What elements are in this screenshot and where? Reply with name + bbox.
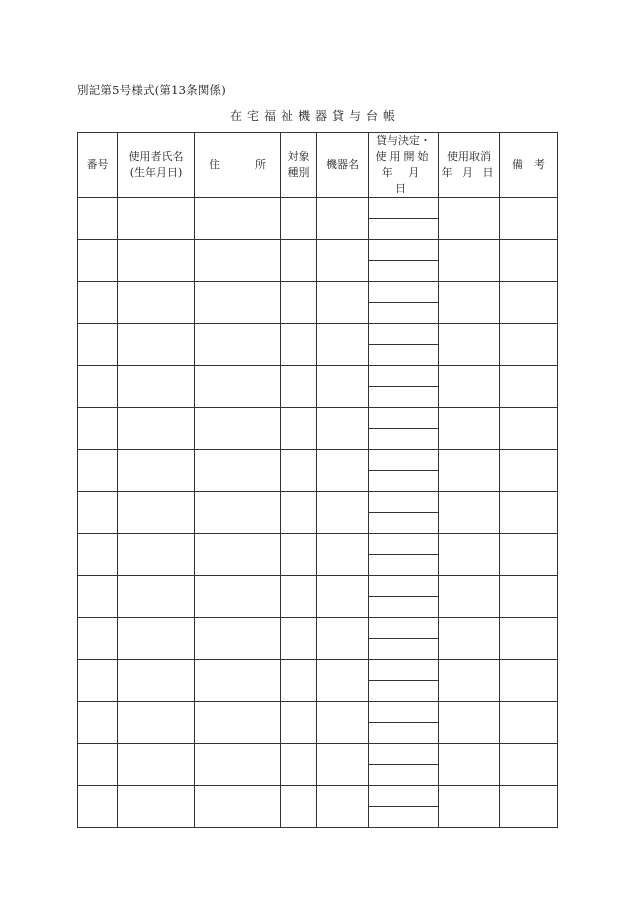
cell-target-type[interactable] (281, 744, 317, 786)
table-row (78, 534, 558, 555)
cell-number[interactable] (78, 282, 118, 324)
cell-address[interactable] (195, 534, 281, 576)
cell-use-start-date[interactable] (369, 513, 439, 534)
cell-address[interactable] (195, 660, 281, 702)
cell-number[interactable] (78, 198, 118, 240)
cell-address[interactable] (195, 366, 281, 408)
cell-user-name[interactable] (118, 324, 195, 366)
cell-cancel-date[interactable] (439, 282, 500, 324)
cell-loan-decision-date[interactable] (369, 408, 439, 429)
cell-loan-decision-date[interactable] (369, 198, 439, 219)
cell-use-start-date[interactable] (369, 681, 439, 702)
cell-remarks[interactable] (500, 282, 558, 324)
cell-use-start-date[interactable] (369, 723, 439, 744)
table-row (78, 660, 558, 681)
cell-number[interactable] (78, 240, 118, 282)
cell-user-name[interactable] (118, 408, 195, 450)
cell-target-type[interactable] (281, 534, 317, 576)
cell-loan-decision-date[interactable] (369, 282, 439, 303)
cell-use-start-date[interactable] (369, 807, 439, 828)
cell-address[interactable] (195, 282, 281, 324)
cell-device-name[interactable] (317, 576, 369, 618)
table-row (78, 408, 558, 429)
cell-loan-decision-date[interactable] (369, 534, 439, 555)
cell-use-start-date[interactable] (369, 219, 439, 240)
cell-number[interactable] (78, 576, 118, 618)
cell-number[interactable] (78, 492, 118, 534)
cell-user-name[interactable] (118, 786, 195, 828)
table-row (78, 450, 558, 471)
cell-use-start-date[interactable] (369, 597, 439, 618)
cell-user-name[interactable] (118, 534, 195, 576)
cell-remarks[interactable] (500, 450, 558, 492)
cell-user-name[interactable] (118, 450, 195, 492)
table-row (78, 492, 558, 513)
cell-device-name[interactable] (317, 534, 369, 576)
cell-cancel-date[interactable] (439, 408, 500, 450)
header-number: 番号 (78, 133, 118, 198)
cell-device-name[interactable] (317, 618, 369, 660)
cell-address[interactable] (195, 702, 281, 744)
cell-number[interactable] (78, 660, 118, 702)
cell-remarks[interactable] (500, 618, 558, 660)
table-row (78, 786, 558, 807)
cell-cancel-date[interactable] (439, 450, 500, 492)
cell-cancel-date[interactable] (439, 660, 500, 702)
cell-address[interactable] (195, 450, 281, 492)
cell-loan-decision-date[interactable] (369, 324, 439, 345)
header-cancel-date: 使用取消 年 月 日 (439, 133, 500, 198)
header-target-type: 対象 種別 (281, 133, 317, 198)
cell-use-start-date[interactable] (369, 387, 439, 408)
cell-loan-decision-date[interactable] (369, 702, 439, 723)
cell-device-name[interactable] (317, 366, 369, 408)
cell-cancel-date[interactable] (439, 618, 500, 660)
cell-remarks[interactable] (500, 702, 558, 744)
cell-target-type[interactable] (281, 198, 317, 240)
cell-cancel-date[interactable] (439, 324, 500, 366)
cell-target-type[interactable] (281, 324, 317, 366)
table-row (78, 702, 558, 723)
header-loan-decision-date: 貸与決定・ 使用開始 年 月 日 (369, 133, 439, 198)
cell-user-name[interactable] (118, 492, 195, 534)
cell-loan-decision-date[interactable] (369, 240, 439, 261)
table-row (78, 618, 558, 639)
cell-user-name[interactable] (118, 282, 195, 324)
cell-remarks[interactable] (500, 240, 558, 282)
table-row (78, 282, 558, 303)
cell-address[interactable] (195, 324, 281, 366)
cell-address[interactable] (195, 198, 281, 240)
form-reference: 別記第5号様式(第13条関係) (77, 83, 226, 97)
cell-loan-decision-date[interactable] (369, 366, 439, 387)
cell-loan-decision-date[interactable] (369, 492, 439, 513)
cell-address[interactable] (195, 408, 281, 450)
cell-user-name[interactable] (118, 660, 195, 702)
cell-loan-decision-date[interactable] (369, 744, 439, 765)
header-remarks: 備 考 (500, 133, 558, 198)
cell-address[interactable] (195, 492, 281, 534)
cell-cancel-date[interactable] (439, 198, 500, 240)
cell-target-type[interactable] (281, 786, 317, 828)
cell-cancel-date[interactable] (439, 702, 500, 744)
table-row (78, 744, 558, 765)
cell-loan-decision-date[interactable] (369, 660, 439, 681)
cell-loan-decision-date[interactable] (369, 576, 439, 597)
cell-device-name[interactable] (317, 744, 369, 786)
ledger-body (78, 198, 558, 828)
table-row (78, 324, 558, 345)
cell-address[interactable] (195, 618, 281, 660)
cell-cancel-date[interactable] (439, 366, 500, 408)
cell-remarks[interactable] (500, 324, 558, 366)
cell-number[interactable] (78, 450, 118, 492)
cell-loan-decision-date[interactable] (369, 450, 439, 471)
cell-user-name[interactable] (118, 366, 195, 408)
cell-target-type[interactable] (281, 492, 317, 534)
cell-target-type[interactable] (281, 366, 317, 408)
cell-device-name[interactable] (317, 786, 369, 828)
cell-remarks[interactable] (500, 408, 558, 450)
cell-remarks[interactable] (500, 660, 558, 702)
header-user-name: 使用者氏名 (生年月日) (118, 133, 195, 198)
cell-address[interactable] (195, 240, 281, 282)
cell-remarks[interactable] (500, 366, 558, 408)
cell-cancel-date[interactable] (439, 744, 500, 786)
cell-user-name[interactable] (118, 744, 195, 786)
cell-use-start-date[interactable] (369, 345, 439, 366)
cell-remarks[interactable] (500, 576, 558, 618)
cell-device-name[interactable] (317, 450, 369, 492)
cell-target-type[interactable] (281, 408, 317, 450)
cell-address[interactable] (195, 786, 281, 828)
cell-device-name[interactable] (317, 198, 369, 240)
cell-use-start-date[interactable] (369, 429, 439, 450)
cell-target-type[interactable] (281, 240, 317, 282)
cell-loan-decision-date[interactable] (369, 618, 439, 639)
cell-number[interactable] (78, 366, 118, 408)
cell-target-type[interactable] (281, 450, 317, 492)
cell-number[interactable] (78, 324, 118, 366)
cell-number[interactable] (78, 786, 118, 828)
cell-number[interactable] (78, 408, 118, 450)
cell-number[interactable] (78, 618, 118, 660)
cell-target-type[interactable] (281, 576, 317, 618)
cell-use-start-date[interactable] (369, 555, 439, 576)
cell-user-name[interactable] (118, 618, 195, 660)
cell-user-name[interactable] (118, 702, 195, 744)
cell-device-name[interactable] (317, 240, 369, 282)
table-row (78, 198, 558, 219)
cell-device-name[interactable] (317, 282, 369, 324)
table-row (78, 576, 558, 597)
cell-use-start-date[interactable] (369, 639, 439, 660)
cell-user-name[interactable] (118, 576, 195, 618)
cell-address[interactable] (195, 576, 281, 618)
header-device-name: 機器名 (317, 133, 369, 198)
cell-cancel-date[interactable] (439, 534, 500, 576)
cell-use-start-date[interactable] (369, 261, 439, 282)
cell-user-name[interactable] (118, 198, 195, 240)
equipment-loan-ledger-table (77, 132, 558, 828)
cell-remarks[interactable] (500, 786, 558, 828)
cell-user-name[interactable] (118, 240, 195, 282)
cell-address[interactable] (195, 744, 281, 786)
cell-device-name[interactable] (317, 492, 369, 534)
cell-cancel-date[interactable] (439, 786, 500, 828)
cell-number[interactable] (78, 744, 118, 786)
cell-use-start-date[interactable] (369, 471, 439, 492)
table-row (78, 240, 558, 261)
cell-number[interactable] (78, 702, 118, 744)
cell-cancel-date[interactable] (439, 240, 500, 282)
cell-loan-decision-date[interactable] (369, 786, 439, 807)
header-address: 住 所 (195, 133, 281, 198)
cell-device-name[interactable] (317, 702, 369, 744)
cell-target-type[interactable] (281, 702, 317, 744)
cell-remarks[interactable] (500, 534, 558, 576)
cell-target-type[interactable] (281, 660, 317, 702)
document-title: 在宅福祉機器貸与台帳 (229, 109, 400, 123)
cell-cancel-date[interactable] (439, 492, 500, 534)
cell-target-type[interactable] (281, 618, 317, 660)
cell-remarks[interactable] (500, 492, 558, 534)
cell-device-name[interactable] (317, 408, 369, 450)
cell-remarks[interactable] (500, 744, 558, 786)
cell-remarks[interactable] (500, 198, 558, 240)
cell-cancel-date[interactable] (439, 576, 500, 618)
cell-number[interactable] (78, 534, 118, 576)
header-row (78, 133, 558, 198)
cell-target-type[interactable] (281, 282, 317, 324)
cell-device-name[interactable] (317, 324, 369, 366)
cell-use-start-date[interactable] (369, 765, 439, 786)
table-row (78, 366, 558, 387)
cell-device-name[interactable] (317, 660, 369, 702)
cell-use-start-date[interactable] (369, 303, 439, 324)
